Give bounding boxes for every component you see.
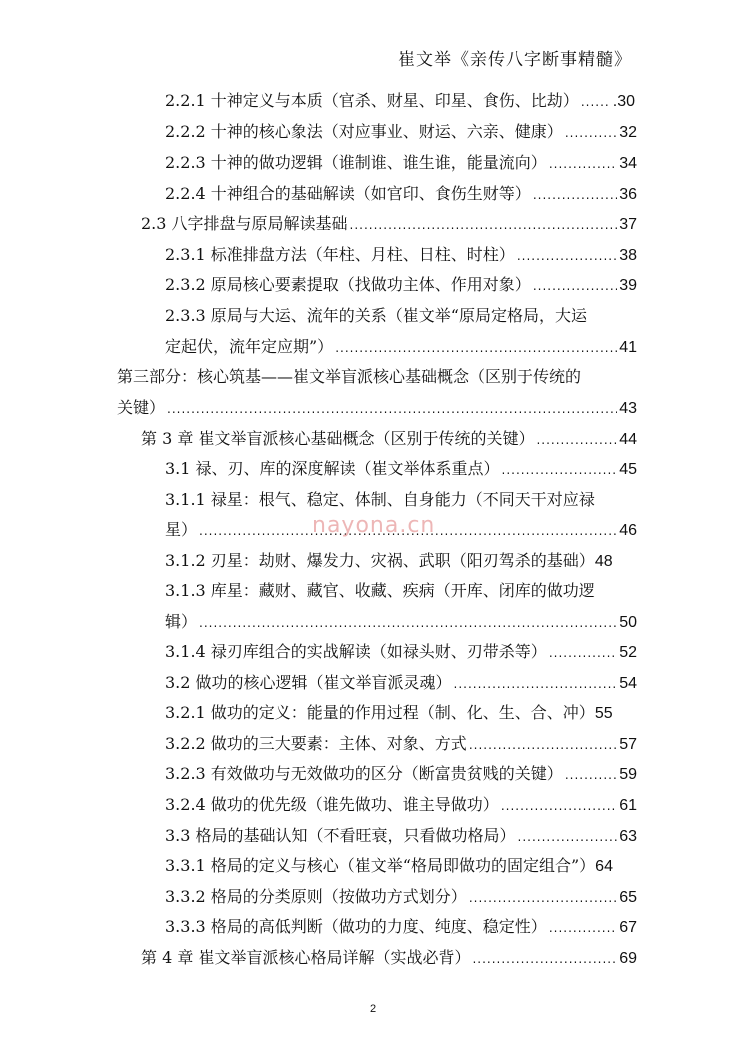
toc-entry-label: 第 4 章 崔文举盲派核心格局详解（实战必背）: [141, 948, 471, 967]
toc-leader-dots: [565, 764, 617, 786]
toc-leader-dots: [501, 795, 617, 817]
toc-entry[interactable]: [165, 794, 637, 817]
toc-entry[interactable]: [165, 152, 637, 175]
toc-entry-page: 32: [619, 124, 637, 141]
toc-entry-page: 63: [619, 828, 637, 845]
watermark: nayona.cn: [312, 513, 436, 538]
toc-leader-dots: [454, 673, 618, 695]
toc-entry-page: 69: [619, 950, 637, 967]
toc-entry-label: 3.3.2 格局的分类原则（按做功方式划分）: [165, 887, 467, 906]
toc-entry-line1[interactable]: 3.1.3 库星：藏财、藏官、收藏、疾病（开库、闭库的做功逻: [165, 581, 595, 600]
toc-leader-dots: [472, 948, 617, 970]
toc-leader-dots: [502, 459, 618, 481]
toc-entry-page: 55: [594, 705, 613, 722]
toc-entry-page: 46: [619, 522, 637, 539]
toc-leader-dots: [350, 214, 618, 236]
toc-entry-page: 37: [619, 216, 637, 233]
toc-entry-page: 52: [619, 644, 637, 661]
toc-entry[interactable]: [117, 397, 637, 420]
toc-entry-label: 3.3.3 格局的高低判断（做功的力度、纯度、稳定性）: [165, 917, 547, 936]
toc-entry-page: 65: [619, 889, 637, 906]
toc-entry-page: 64: [595, 858, 613, 875]
toc-leader-dots: [518, 826, 618, 848]
toc-entry-label: 2.3.2 原局核心要素提取（找做功主体、作用对象）: [165, 275, 531, 294]
toc-entry-label: 3.2.1 做功的定义：能量的作用过程（制、化、生、合、冲）: [165, 703, 595, 722]
toc-entry[interactable]: [165, 244, 637, 267]
toc-entry-label: 2.3 八字排盘与原局解读基础: [141, 214, 348, 233]
toc-entry[interactable]: [165, 916, 637, 939]
toc-entry[interactable]: [165, 90, 635, 113]
toc-entry[interactable]: [165, 121, 637, 144]
toc-entry[interactable]: [165, 702, 649, 725]
toc-entry[interactable]: [141, 947, 637, 970]
toc-entry-page: 61: [619, 797, 637, 814]
toc-entry[interactable]: [141, 213, 637, 236]
toc-entry-page: 50: [619, 614, 637, 631]
toc-entry-page: 57: [619, 736, 637, 753]
toc-leader-dots: [549, 153, 617, 175]
page-number: 2: [370, 1003, 377, 1015]
toc-entry-page: 34: [619, 155, 637, 172]
toc-entry-page: .30: [612, 93, 635, 110]
toc-entry-label: 辑）: [165, 612, 198, 631]
toc-entry-page: 59: [619, 766, 637, 783]
toc-entry-page: 41: [619, 339, 637, 356]
toc-entry[interactable]: [165, 733, 637, 756]
toc-entry[interactable]: [165, 886, 637, 909]
toc-entry-page: 54: [619, 675, 637, 692]
toc-entry[interactable]: [165, 458, 637, 481]
toc-entry-label: 3.2.2 做功的三大要素：主体、对象、方式: [165, 734, 467, 753]
toc-entry-label: 3.3 格局的基础认知（不看旺衰，只看做功格局）: [165, 826, 516, 845]
toc-entry[interactable]: [165, 672, 637, 695]
toc-entry-line1[interactable]: 第三部分：核心筑基——崔文举盲派核心基础概念（区别于传统的: [117, 367, 582, 386]
toc-entry-label: 3.2.4 做功的优先级（谁先做功、谁主导做功）: [165, 795, 499, 814]
toc-entry[interactable]: [165, 274, 637, 297]
toc-leader-dots: [533, 275, 617, 297]
toc-entry-label: 3.2 做功的核心逻辑（崔文举盲派灵魂）: [165, 673, 452, 692]
toc-leader-dots: [469, 887, 617, 909]
toc-entry-label: 2.3.1 标准排盘方法（年柱、月柱、日柱、时柱）: [165, 245, 515, 264]
toc-entry-label: 3.1.4 禄刃库组合的实战解读（如禄头财、刃带杀等）: [165, 642, 547, 661]
toc-entry-label: 第 3 章 崔文举盲派核心基础概念（区别于传统的关键）: [141, 429, 535, 448]
toc-leader-dots: [199, 612, 617, 634]
toc-entry-line1[interactable]: 3.1.1 禄星：根气、稳定、体制、自身能力（不同天干对应禄: [165, 490, 595, 509]
toc-entry-page: 67: [619, 919, 637, 936]
toc-entry[interactable]: [141, 428, 637, 451]
toc-entry-label: 3.2.3 有效做功与无效做功的区分（断富贵贫贱的关键）: [165, 764, 563, 783]
toc-entry-page: 44: [619, 431, 637, 448]
toc-entry[interactable]: [165, 763, 637, 786]
toc-entry[interactable]: [165, 183, 637, 206]
toc-entry-label: 2.2.3 十神的做功逻辑（谁制谁、谁生谁，能量流向）: [165, 153, 547, 172]
toc-entry-label: 星）: [165, 520, 198, 539]
toc-leader-dots: [335, 337, 617, 359]
toc-entry-label: 关键）: [117, 398, 166, 417]
toc-entry-label: 定起伏，流年定应期”）: [165, 337, 334, 356]
toc-entry-page: 48: [594, 553, 613, 570]
toc-leader-dots: [549, 917, 617, 939]
toc-entry[interactable]: [165, 825, 637, 848]
page-header: 崔文举《亲传八字断事精髓》: [398, 50, 632, 70]
toc-entry-page: 39: [619, 277, 637, 294]
toc-entry-label: 3.1.2 刃星：劫财、爆发力、灾祸、武职（阳刃驾杀的基础）: [165, 551, 595, 570]
toc-leader-dots: [167, 398, 617, 420]
toc-leader-dots: [549, 642, 617, 664]
toc-entry-line1[interactable]: 2.3.3 原局与大运、流年的关系（崔文举“原局定格局，大运: [165, 306, 587, 325]
toc-entry[interactable]: [165, 855, 649, 878]
toc-entry-page: 38: [619, 247, 637, 264]
toc-entry-page: 43: [619, 400, 637, 417]
toc-entry-label: 3.1 禄、刃、库的深度解读（崔文举体系重点）: [165, 459, 500, 478]
toc-leader-dots: [565, 122, 617, 144]
toc-entry[interactable]: [165, 550, 649, 573]
toc-leader-dots: [581, 91, 611, 113]
toc-entry-label: 3.3.1 格局的定义与核心（崔文举“格局即做功的固定组合”）: [165, 856, 596, 875]
toc-entry-label: 2.2.1 十神定义与本质（官杀、财星、印星、食伤、比劫）: [165, 91, 579, 110]
toc-entry[interactable]: [165, 611, 637, 634]
toc-entry-page: 36: [619, 186, 637, 203]
toc-leader-dots: [469, 734, 617, 756]
toc-leader-dots: [517, 245, 617, 267]
toc-leader-dots: [536, 429, 617, 451]
toc-entry[interactable]: [165, 336, 637, 359]
toc-leader-dots: [533, 184, 617, 206]
toc-entry-page: 45: [619, 461, 637, 478]
toc-entry[interactable]: [165, 641, 637, 664]
toc-entry-label: 2.2.4 十神组合的基础解读（如官印、食伤生财等）: [165, 184, 531, 203]
toc-entry-label: 2.2.2 十神的核心象法（对应事业、财运、六亲、健康）: [165, 122, 563, 141]
